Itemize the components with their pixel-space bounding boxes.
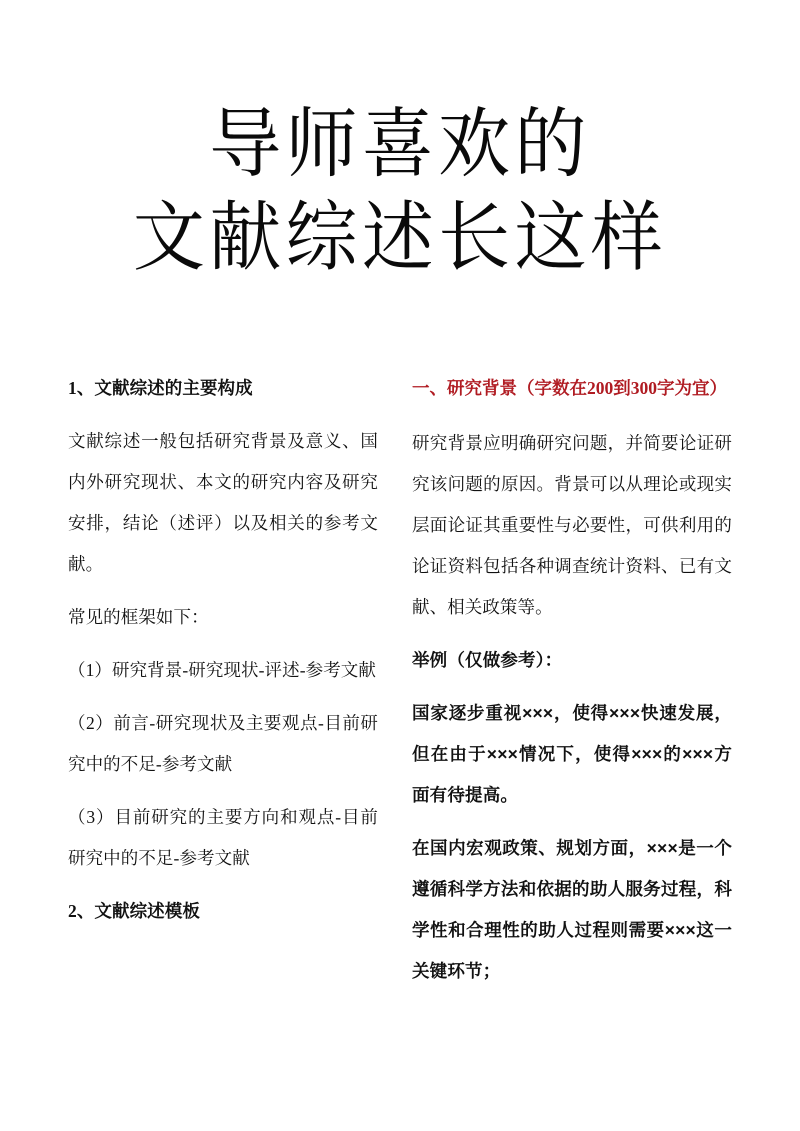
left-framework-lead: 常见的框架如下： xyxy=(68,607,209,627)
framework-item-2: （2）前言-研究现状及主要观点-目前研究中的不足-参考文献 xyxy=(68,713,378,774)
example-paragraph-2: 在国内宏观政策、规划方面，×××是一个遵循科学方法和依据的助人服务过程，科学性和合理性的助人过程则需要×××这一关键环节； xyxy=(412,838,732,981)
example-paragraph-1: 国家逐步重视×××，使得×××快速发展，但在由于×××情况下，使得×××的×××方面有待提高。 xyxy=(412,703,732,805)
left-column xyxy=(68,368,378,932)
body-columns xyxy=(0,368,800,1068)
example-label: 举例（仅做参考）： xyxy=(412,650,563,670)
left-intro-paragraph: 文献综述一般包括研究背景及意义、国内外研究现状、本文的研究内容及研究安排，结论（述评）以及相关的参考文献。 xyxy=(68,431,378,574)
right-body-paragraph: 研究背景应明确研究问题，并简要论证研究该问题的原因。背景可以从理论或现实层面论证其重要性与必要性，可供利用的论证资料包括各种调查统计资料、已有文献、相关政策等。 xyxy=(412,433,732,617)
title-line-2: 文献综述长这样 xyxy=(132,195,668,281)
left-template-heading: 2、文献综述模板 xyxy=(68,901,200,921)
right-column xyxy=(412,368,732,992)
right-section-heading: 一、研究背景（字数在200到300字为宜） xyxy=(412,378,727,398)
left-section-heading: 1、文献综述的主要构成 xyxy=(68,378,253,398)
page-title xyxy=(0,96,800,282)
framework-item-1: （1）研究背景-研究现状-评述-参考文献 xyxy=(68,660,376,680)
title-line-1: 导师喜欢的 xyxy=(209,102,591,188)
framework-item-3: （3）目前研究的主要方向和观点-目前研究中的不足-参考文献 xyxy=(68,807,378,868)
